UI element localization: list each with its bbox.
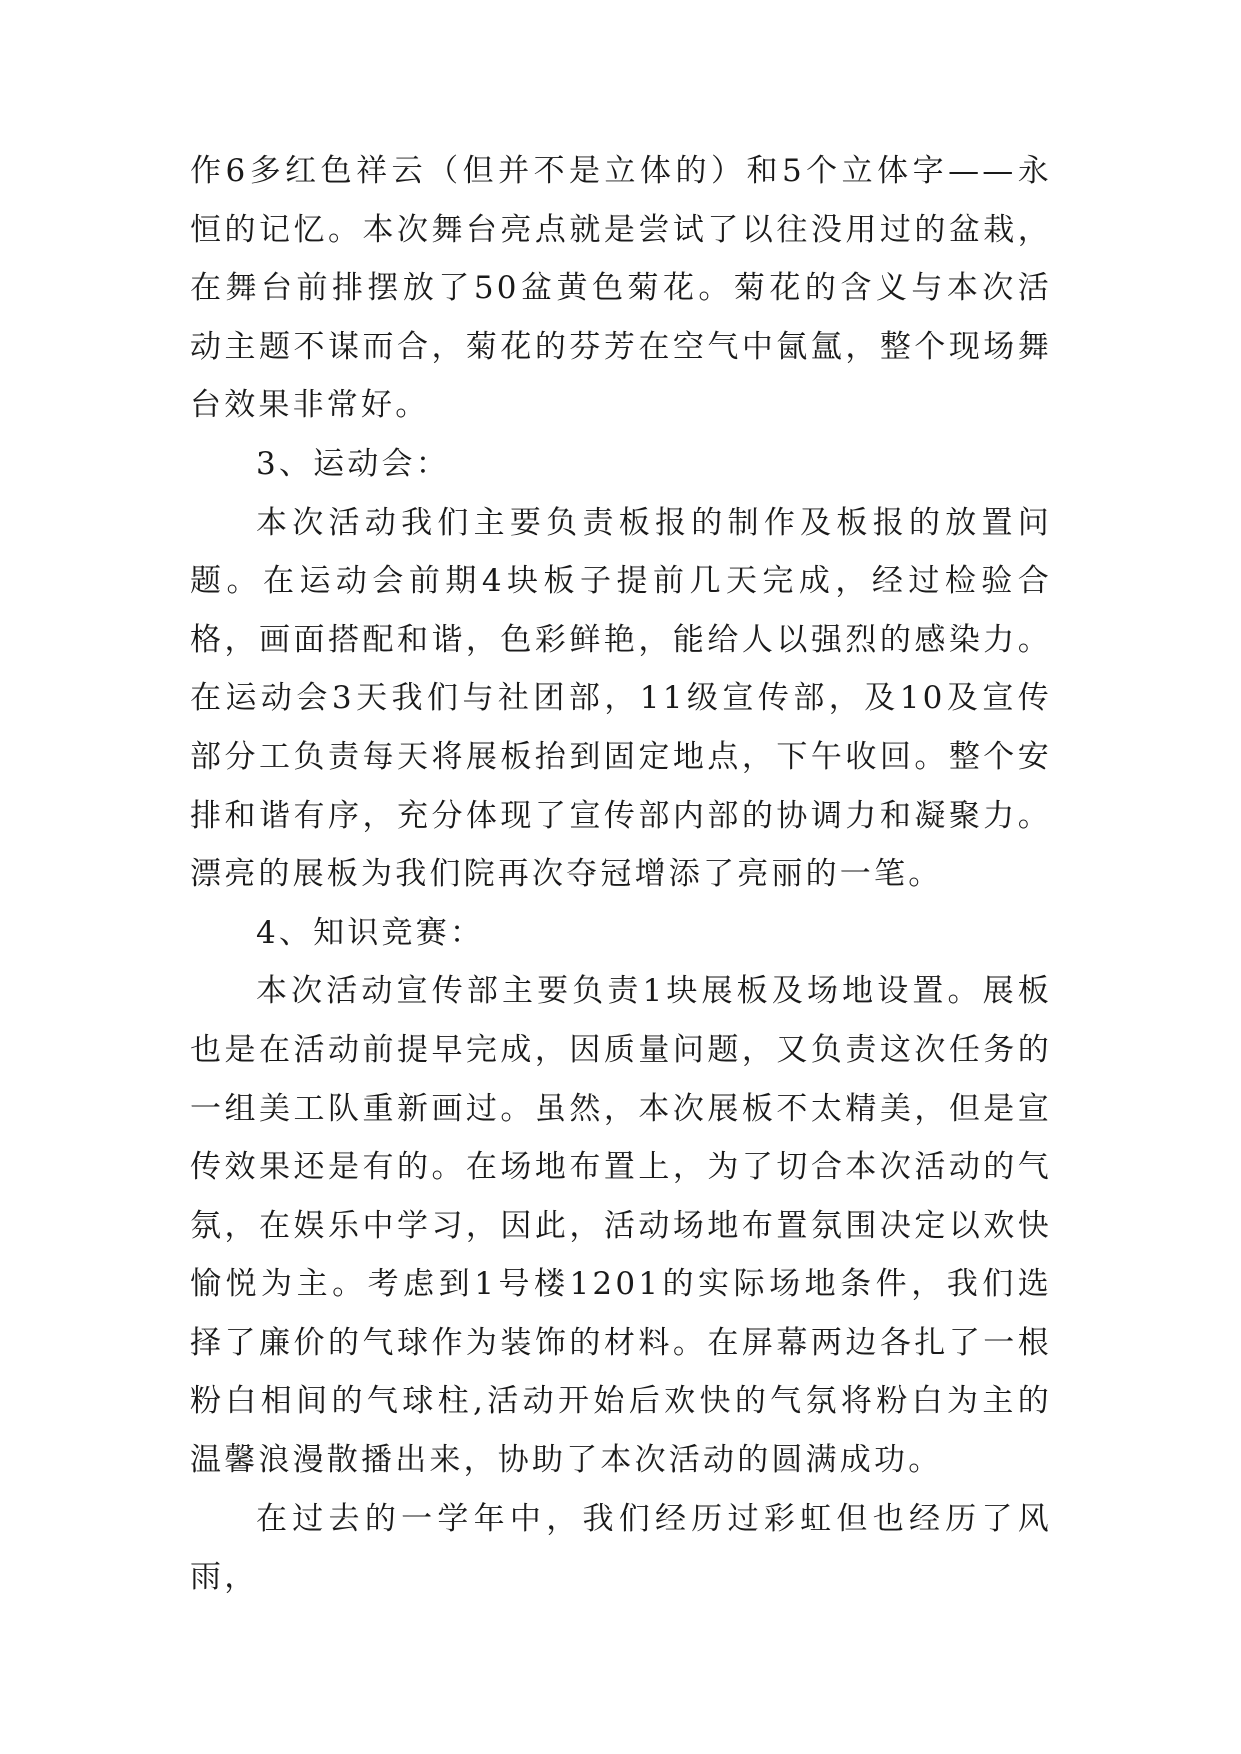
heading-sports-meet: 3、运动会： <box>256 445 450 482</box>
paragraph-year-summary: 在过去的一学年中，我们经历过彩虹但也经历了风雨， <box>190 1500 1052 1596</box>
paragraph-stage-description: 作6多红色祥云（但并不是立体的）和5个立体字——永恒的记忆。本次舞台亮点就是尝试了以往没用过的盆栽，在舞台前排摆放了50盆黄色菊花。菊花的含义与本次活动主题不谋而合，菊花的芬芳在空气中氤氲，整个现场舞台效果非常好。 <box>190 153 1052 424</box>
heading-knowledge-contest: 4、知识竞赛： <box>256 914 485 951</box>
paragraph-knowledge-contest: 本次活动宣传部主要负责1块展板及场地设置。展板也是在活动前提早完成，因质量问题，又负责这次任务的一组美工队重新画过。虽然，本次展板不太精美，但是宣传效果还是有的。在场地布置上，为了切合本次活动的气氛，在娱乐中学习，因此，活动场地布置氛围决定以欢快愉悦为主。考虑到1号楼1201的实际场地条件，我们选择了廉价的气球作为装饰的材料。在屏幕两边各扎了一根粉白相间的气球柱,活动开始后欢快的气氛将粉白为主的温馨浪漫散播出来，协助了本次活动的圆满成功。 <box>190 973 1052 1479</box>
paragraph-sports-meet: 本次活动我们主要负责板报的制作及板报的放置问题。在运动会前期4块板子提前几天完成，经过检验合格，画面搭配和谐，色彩鲜艳，能给人以强烈的感染力。在运动会3天我们与社团部，11级宣传部，及10及宣传部分工负责每天将展板抬到固定地点，下午收回。整个安排和谐有序，充分体现了宣传部内部的协调力和凝聚力。漂亮的展板为我们院再次夺冠增添了亮丽的一笔。 <box>190 504 1052 893</box>
document-body <box>190 142 1052 1607</box>
